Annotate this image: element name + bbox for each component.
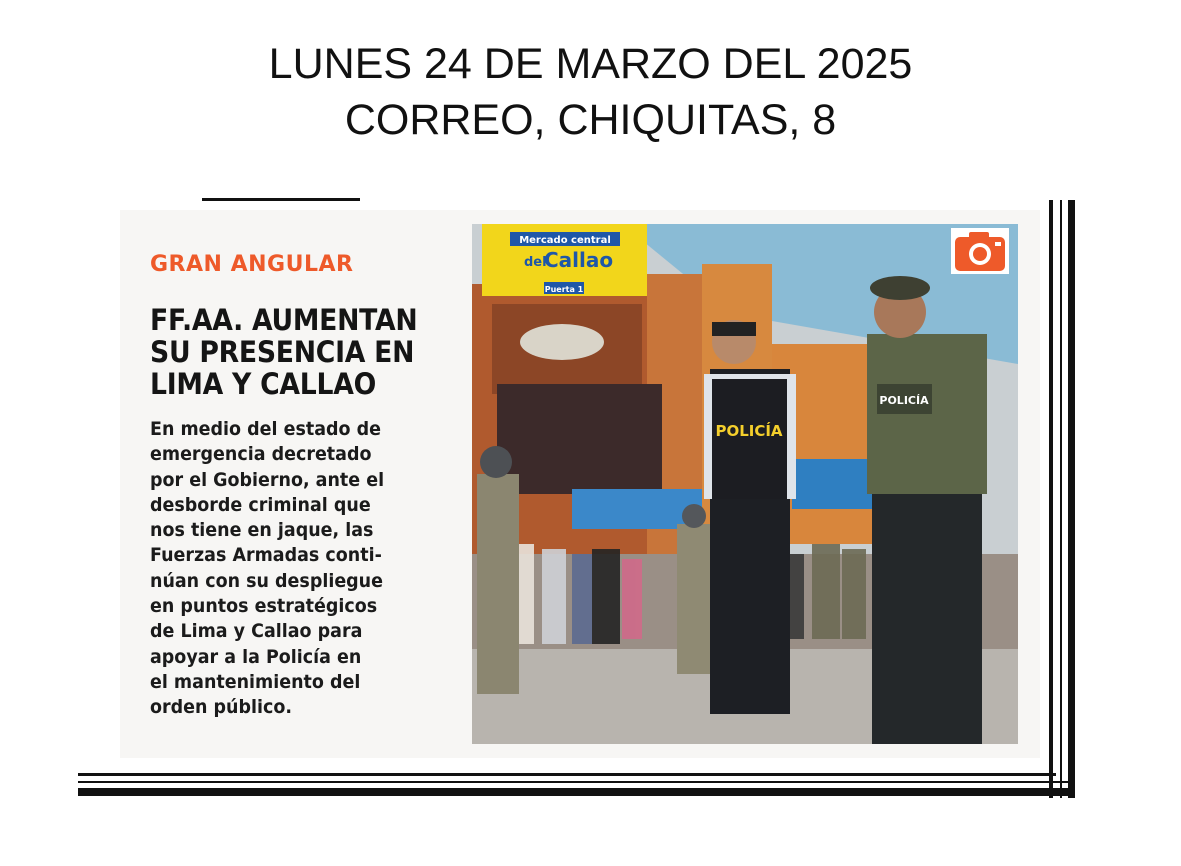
body-line: el mantenimiento del <box>150 670 361 693</box>
border-bottom-2 <box>78 781 1070 783</box>
body-line: Fuerzas Armadas conti- <box>150 544 382 567</box>
body-line: núan con su despliegue <box>150 569 383 592</box>
sign-door-text: Puerta 1 <box>544 285 584 294</box>
border-right-1 <box>1049 200 1053 798</box>
news-photo <box>472 224 1018 744</box>
clipping-header <box>0 36 1181 148</box>
body-line: desborde criminal que <box>150 493 371 516</box>
headline <box>150 304 435 400</box>
headline-line: SU PRESENCIA EN <box>150 335 415 369</box>
top-rule <box>202 198 360 201</box>
body-line: por el Gobierno, ante el <box>150 468 385 491</box>
body-line: emergencia decretado <box>150 443 372 466</box>
article-body <box>150 417 470 721</box>
border-right-3 <box>1068 200 1075 798</box>
vest-left-text: POLICÍA <box>715 422 783 440</box>
border-bottom-1 <box>78 773 1056 776</box>
headline-line: LIMA Y CALLAO <box>150 367 377 401</box>
camera-icon <box>951 228 1009 274</box>
source-line: CORREO, CHIQUITAS, 8 <box>344 96 837 144</box>
headline-line: FF.AA. AUMENTAN <box>150 303 418 337</box>
body-line: nos tiene en jaque, las <box>150 519 374 542</box>
section-label: GRAN ANGULAR <box>150 252 354 277</box>
border-bottom-3 <box>78 788 1075 796</box>
body-line: orden público. <box>150 696 292 719</box>
sign-del-text: del <box>524 255 547 270</box>
border-right-2 <box>1060 200 1062 798</box>
body-line: apoyar a la Policía en <box>150 645 362 668</box>
sign-name-text: Callao <box>544 248 614 272</box>
sign-small-text: Mercado central <box>519 235 611 246</box>
vest-right-text: POLICÍA <box>879 394 929 407</box>
body-line: de Lima y Callao para <box>150 620 363 643</box>
photo-illustration <box>472 224 1018 744</box>
date-line: LUNES 24 DE MARZO DEL 2025 <box>268 40 913 88</box>
body-line: en puntos estratégicos <box>150 595 378 618</box>
body-line: En medio del estado de <box>150 418 381 440</box>
